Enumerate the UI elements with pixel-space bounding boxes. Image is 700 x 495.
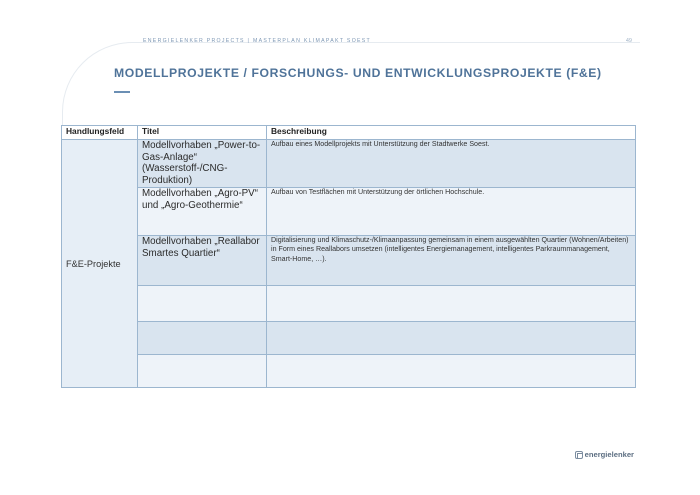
description-cell xyxy=(267,355,636,388)
title-cell: Modellvorhaben „Reallabor Smartes Quartier“ xyxy=(138,236,267,286)
title-cell xyxy=(138,286,267,322)
column-header-titel: Titel xyxy=(138,126,267,140)
description-cell: Digitalisierung und Klimaschutz-/Klimaanpassung gemeinsam in einem ausgewählten Quartier (Wohnen/Arbeiten) in Form eines Reallabors umsetzen (intelligentes Energiemanagement, intelligentes Parkraummanagement, Smart-Home, …). xyxy=(267,236,636,286)
title-cell xyxy=(138,355,267,388)
page-title: MODELLPROJEKTE / FORSCHUNGS- UND ENTWICKLUNGSPROJEKTE (F&E) xyxy=(114,66,602,80)
energielenker-logo-icon xyxy=(575,451,583,459)
description-cell: Aufbau eines Modellprojekts mit Unterstützung der Stadtwerke Soest. xyxy=(267,140,636,188)
handlungsfeld-cell: F&E-Projekte xyxy=(62,140,138,388)
page-number: 49 xyxy=(625,38,632,44)
table-row xyxy=(62,188,636,236)
column-header-handlungsfeld: Handlungsfeld xyxy=(62,126,138,140)
table-row xyxy=(62,236,636,286)
table-header-row xyxy=(62,126,636,140)
description-cell: Aufbau von Testflächen mit Unterstützung der örtlichen Hochschule. xyxy=(267,188,636,236)
title-underline xyxy=(114,91,130,93)
energielenker-logo xyxy=(575,450,634,459)
logo-text: energielenker xyxy=(584,450,634,459)
table-row xyxy=(62,286,636,322)
projects-table xyxy=(61,125,636,388)
column-header-beschreibung: Beschreibung xyxy=(267,126,636,140)
title-cell: Modellvorhaben „Agro-PV“ und „Agro-Geothermie“ xyxy=(138,188,267,236)
title-cell xyxy=(138,322,267,355)
title-cell: Modellvorhaben „Power-to-Gas-Anlage“ (Wasserstoff-/CNG-Produktion) xyxy=(138,140,267,188)
table-row xyxy=(62,140,636,188)
running-header: ENERGIELENKER PROJECTS | MASTERPLAN KLIMAPAKT SOEST xyxy=(143,38,372,44)
table-row xyxy=(62,355,636,388)
table-row xyxy=(62,322,636,355)
description-cell xyxy=(267,322,636,355)
description-cell xyxy=(267,286,636,322)
